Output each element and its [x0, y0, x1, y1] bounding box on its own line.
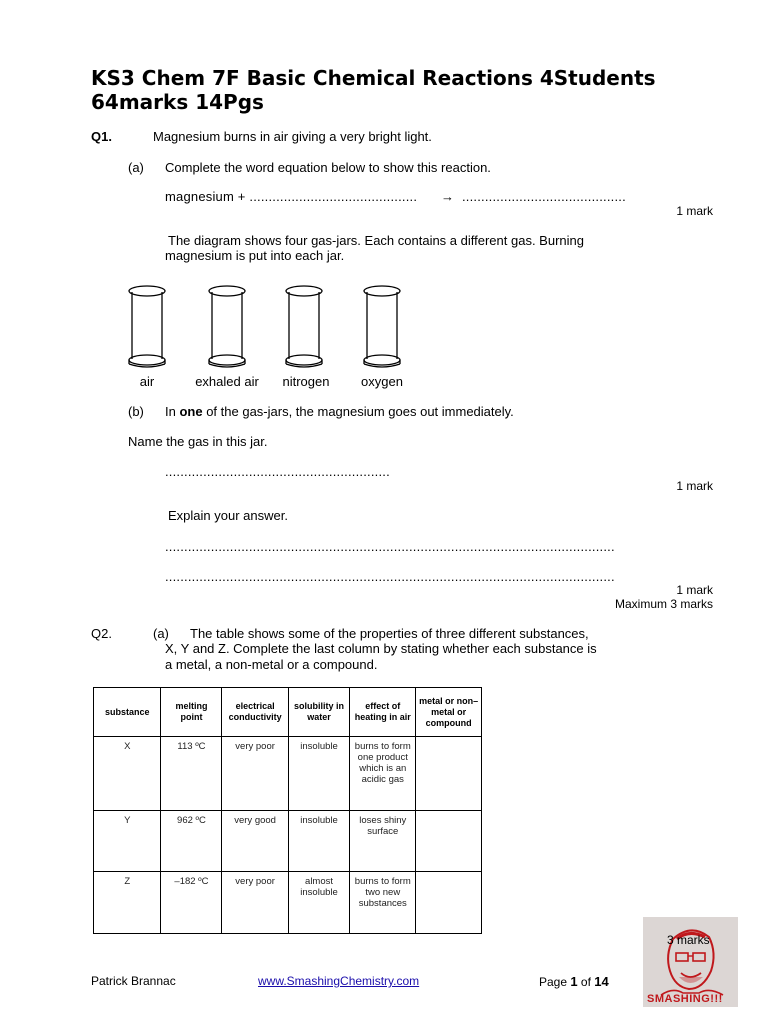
header-substance: substance: [94, 688, 161, 737]
q2-line2: X, Y and Z. Complete the last column by stating whether each substance is: [165, 641, 597, 656]
q2-a-label: (a): [153, 626, 169, 641]
q1-maximum-marks: Maximum 3 marks: [614, 597, 713, 611]
q1-b-label: (b): [128, 404, 144, 419]
footer-website-link[interactable]: www.SmashingChemistry.com: [258, 974, 420, 988]
header-heating: effect of heating in air: [350, 688, 416, 737]
gas-jar-icon-nitrogen: [284, 283, 324, 369]
cell-substance: Z: [94, 872, 161, 934]
q2-line3: a metal, a non-metal or a compound.: [165, 657, 378, 672]
header-melting-point: melting point: [161, 688, 222, 737]
q1-a-label: (a): [128, 160, 144, 175]
equation-blank-2[interactable]: ...........................................: [462, 189, 626, 204]
cell-melting-point: –182 ºC: [161, 872, 222, 934]
jar-label-air: air: [139, 374, 155, 389]
gas-jar-icon-air: [127, 283, 167, 369]
header-solubility: solubility in water: [288, 688, 350, 737]
diagram-intro-line2: magnesium is put into each jar.: [165, 248, 345, 263]
smashing-chemistry-stamp: [643, 917, 738, 1007]
q1-a-mark: 1 mark: [676, 204, 713, 218]
cell-melting-point: 962 ºC: [161, 811, 222, 872]
q2-line1: The table shows some of the properties of three different substances,: [190, 626, 589, 641]
footer-author: Patrick Brannac: [91, 974, 176, 988]
cell-solubility: insoluble: [288, 737, 350, 811]
equation-blank-1[interactable]: magnesium + ............................................: [165, 189, 418, 204]
answer-line-explain-1[interactable]: ......................................................................................................................: [165, 539, 615, 554]
cell-solubility: almost insoluble: [288, 872, 350, 934]
cell-melting-point: 113 ºC: [161, 737, 222, 811]
cell-solubility: insoluble: [288, 811, 350, 872]
answer-line-gas[interactable]: ...........................................................: [165, 464, 390, 479]
q1-b-emphasis: one: [179, 404, 203, 419]
header-classification: metal or non–metal or compound: [416, 688, 482, 737]
table-header-row: [94, 688, 482, 737]
cell-heating: burns to form one product which is an acidic gas: [350, 737, 416, 811]
cell-conductivity: very poor: [222, 872, 288, 934]
properties-table: [93, 687, 482, 934]
cell-heating: loses shiny surface: [350, 811, 416, 872]
header-conductivity: electrical conductivity: [222, 688, 288, 737]
table-row: [94, 811, 482, 872]
q2-marks: 3 marks: [667, 933, 710, 947]
cell-conductivity: very poor: [222, 737, 288, 811]
q1-b-text: In one of the gas-jars, the magnesium goes out immediately.: [165, 404, 514, 419]
q1-b2-mark: 1 mark: [676, 583, 713, 597]
cell-substance: X: [94, 737, 161, 811]
cell-answer[interactable]: [416, 872, 482, 934]
gas-jar-icon-oxygen: [362, 283, 402, 369]
q1-b-name-prompt: Name the gas in this jar.: [128, 434, 268, 449]
q1-label: Q1.: [91, 129, 112, 144]
cell-answer[interactable]: [416, 811, 482, 872]
cell-conductivity: very good: [222, 811, 288, 872]
stamp-caption: SMASHING!!!: [647, 993, 723, 1005]
explain-prompt: Explain your answer.: [168, 508, 288, 523]
diagram-intro-line1: The diagram shows four gas-jars. Each contains a different gas. Burning: [168, 233, 584, 248]
jar-label-exhaled-air: exhaled air: [195, 374, 259, 389]
gas-jar-icon-exhaled-air: [207, 283, 247, 369]
cell-heating: burns to form two new substances: [350, 872, 416, 934]
answer-line-explain-2[interactable]: ......................................................................................................................: [165, 569, 615, 584]
cell-substance: Y: [94, 811, 161, 872]
jar-label-nitrogen: nitrogen: [282, 374, 330, 389]
q1-a-text: Complete the word equation below to show this reaction.: [165, 160, 491, 175]
q2-label: Q2.: [91, 626, 112, 641]
arrow-symbol: →: [441, 189, 454, 204]
cell-answer[interactable]: [416, 737, 482, 811]
footer-page-number: Page 1 of 14: [539, 974, 609, 989]
table-row: [94, 737, 482, 811]
q1-intro: Magnesium burns in air giving a very bright light.: [153, 129, 432, 144]
jar-label-oxygen: oxygen: [361, 374, 403, 389]
q1-b1-mark: 1 mark: [676, 479, 713, 493]
table-row: [94, 872, 482, 934]
page-title: KS3 Chem 7F Basic Chemical Reactions 4Students 64marks 14Pgs: [91, 66, 656, 114]
